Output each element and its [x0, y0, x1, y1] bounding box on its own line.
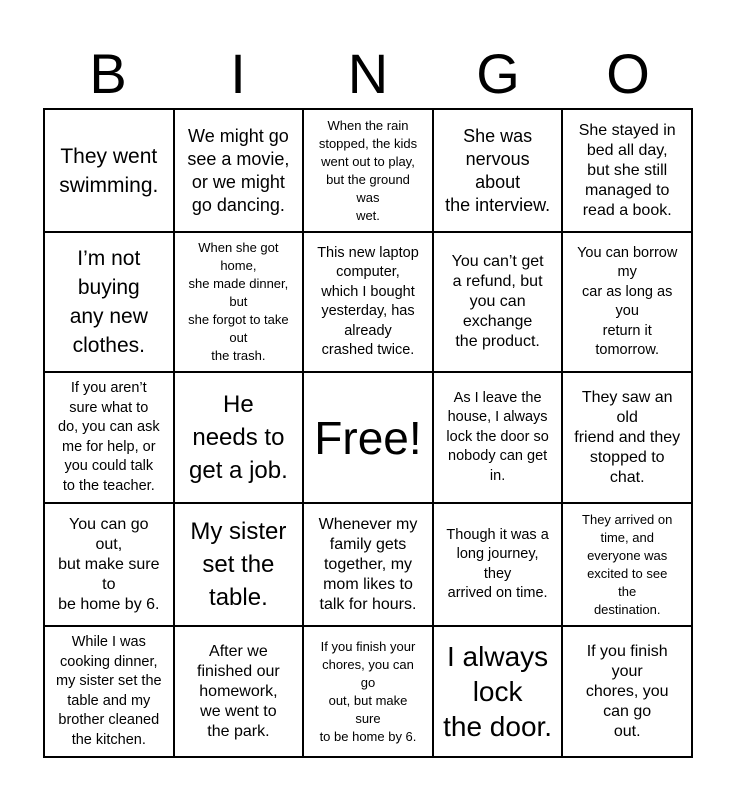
bingo-cell[interactable]: You can borrow my car as long as you return it tomorrow. — [562, 232, 692, 372]
bingo-cell[interactable]: She was nervous about the interview. — [433, 109, 563, 232]
bingo-cell[interactable]: As I leave the house, I always lock the door so nobody can get in. — [433, 372, 563, 503]
free-space[interactable]: Free! — [303, 372, 433, 503]
bingo-cell[interactable]: Whenever my family gets together, my mom likes to talk for hours. — [303, 503, 433, 626]
bingo-cell[interactable]: You can go out, but make sure to be home by 6. — [44, 503, 174, 626]
bingo-header — [43, 40, 693, 108]
bingo-cell[interactable]: You can’t get a refund, but you can exchange the product. — [433, 232, 563, 372]
bingo-cell[interactable]: If you finish your chores, you can go out. — [562, 626, 692, 757]
bingo-cell[interactable]: My sister set the table. — [174, 503, 304, 626]
bingo-cell[interactable]: While I was cooking dinner, my sister set the table and my brother cleaned the kitchen. — [44, 626, 174, 757]
bingo-cell[interactable]: I’m not buying any new clothes. — [44, 232, 174, 372]
bingo-cell[interactable]: If you aren’t sure what to do, you can ask me for help, or you could talk to the teacher. — [44, 372, 174, 503]
header-letter-b: B — [89, 42, 127, 105]
bingo-cell[interactable]: He needs to get a job. — [174, 372, 304, 503]
bingo-cell[interactable]: They saw an old friend and they stopped to chat. — [562, 372, 692, 503]
bingo-cell[interactable]: I always lock the door. — [433, 626, 563, 757]
bingo-cell[interactable]: She stayed in bed all day, but she still managed to read a book. — [562, 109, 692, 232]
bingo-cell[interactable]: When the rain stopped, the kids went out to play, but the ground was wet. — [303, 109, 433, 232]
bingo-cell[interactable]: If you finish your chores, you can go out, but make sure to be home by 6. — [303, 626, 433, 757]
header-letter-o: O — [606, 42, 650, 105]
bingo-cell[interactable]: We might go see a movie, or we might go dancing. — [174, 109, 304, 232]
bingo-cell[interactable]: When she got home, she made dinner, but she forgot to take out the trash. — [174, 232, 304, 372]
header-letter-g: G — [476, 42, 520, 105]
bingo-cell[interactable]: They arrived on time, and everyone was excited to see the destination. — [562, 503, 692, 626]
bingo-cell[interactable]: This new laptop computer, which I bought yesterday, has already crashed twice. — [303, 232, 433, 372]
bingo-grid — [43, 108, 693, 758]
header-letter-n: N — [347, 42, 389, 105]
bingo-cell[interactable]: Though it was a long journey, they arrived on time. — [433, 503, 563, 626]
header-letter-i: I — [230, 42, 246, 105]
bingo-cell[interactable]: After we finished our homework, we went to the park. — [174, 626, 304, 757]
bingo-cell[interactable]: They went swimming. — [44, 109, 174, 232]
